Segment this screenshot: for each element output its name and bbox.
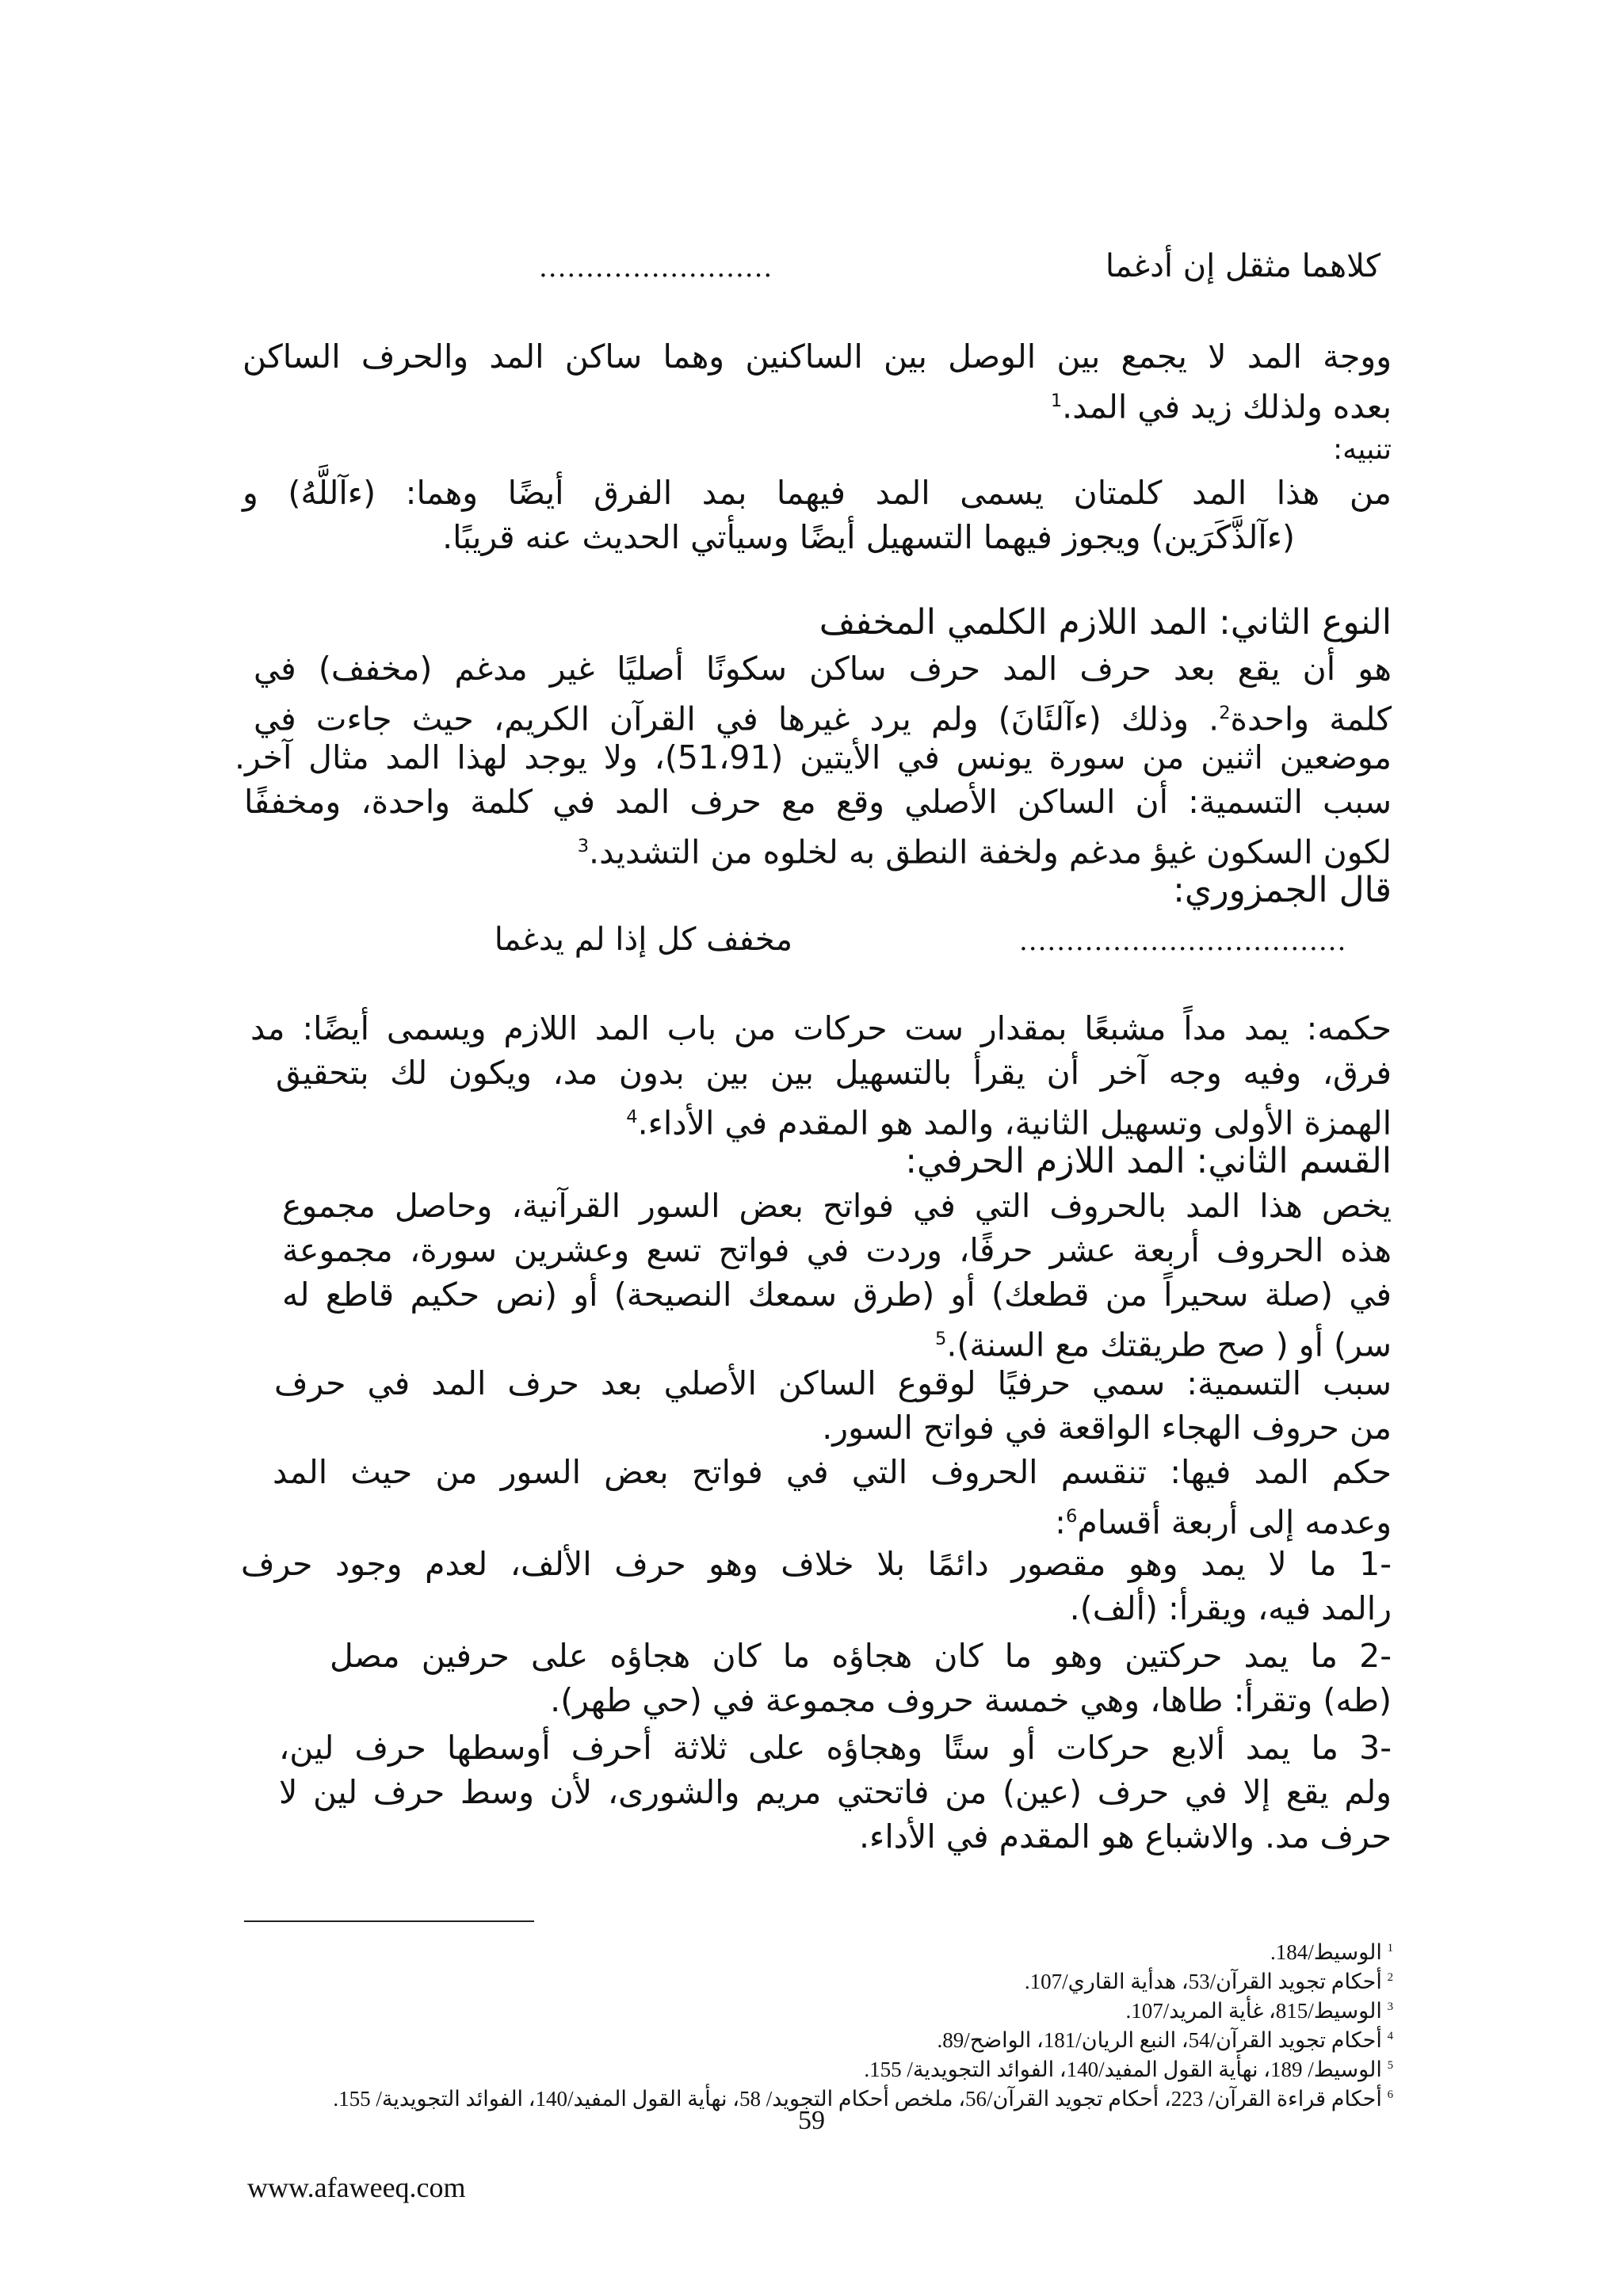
hukm-madd-line2: وعدمه إلى أربعة أقسام$^6$: <box>1055 1503 1392 1542</box>
item3-line2: ولم يقع إلا في حرف (عين) من فاتحتي مريم والشورى، لأن وسط حرف لين لا <box>279 1773 1392 1811</box>
footnote-6: $^6$ أحكام قراءة القرآن/ 223، أحكام تجويد القرآن/56، ملخص أحكام التجويد/ 58، نهأية القول المفيد/140، الفوائد التجويدية/ 155. <box>333 2087 1393 2111</box>
footnote-separator <box>244 1920 534 1922</box>
type2-line2: كلمة واحدة$^2$. وذلك (ءآلئَانَ) ولم يرد غيرها في القرآن الكريم، حيث جاءت في <box>254 700 1392 738</box>
type2-line3: موضعين اثنين من سورة يونس في الأيتين (51،91)، ولا يوجد لهذا المد مثال آخر. <box>235 738 1392 776</box>
part2-line4: سر) أو ( صح طريقتك مع السنة).$^5$ <box>935 1325 1392 1364</box>
note-heading: تنبيه: <box>1332 433 1392 466</box>
sabab-line2: من حروف الهجاء الواقعة في فواتح السور. <box>822 1409 1392 1447</box>
item1-line1: -1 ما لا يمد وهو مقصور دائمًا بلا خلاف وهو حرف الألف، لعدم وجود حرف <box>241 1545 1392 1583</box>
footnote-3: $^3$ الوسيط/815، غأية المريد/107. <box>1125 1999 1393 2023</box>
hukm-line3: الهمزة الأولى وتسهيل الثانية، والمد هو المقدم في الأداء.$^4$ <box>626 1104 1392 1142</box>
type2-line1: هو أن يقع بعد حرف المد حرف ساكن سكونًا أصليًا غير مدغم (مخفف) في <box>254 650 1392 688</box>
type2-line4: سبب التسمية: أن الساكن الأصلي وقع مع حرف المد في كلمة واحدة، ومخففًا <box>244 783 1392 821</box>
sabab-line1: سبب التسمية: سمي حرفيًا لوقوع الساكن الأصلي بعد حرف المد في حرف <box>274 1364 1392 1402</box>
note-line1: من هذا المد كلمتان يسمى المد فيهما بمد الفرق أيضًا وهما: (ءآللَّهُ) و <box>242 474 1392 512</box>
item3-line1: -3 ما يمد ألابع حركات أو ستًا وهجاؤه على ثلاثة أحرف أوسطها حرف لين، <box>279 1729 1392 1767</box>
hukm-line2: فرق، وفيه وجه آخر أن يقرأ بالتسهيل بين بين بدون مد، ويكون لك بتحقيق <box>276 1054 1392 1092</box>
part2-line2: هذه الحروف أربعة عشر حرفًا، وردت في فواتح تسع وعشرين سورة، مجموعة <box>282 1231 1392 1269</box>
para1-line2: بعده ولذلك زيد في المد.$^1$ <box>1050 387 1392 426</box>
poem-hemistich-2: مخفف كل إذا لم يدغما <box>494 921 792 958</box>
page-number: 59 <box>798 2106 825 2135</box>
footnote-ref-1: 1 <box>1050 391 1063 411</box>
hukm-madd-line1: حكم المد فيها: تنقسم الحروف التي في فواتح بعض السور من حيث المد <box>273 1453 1392 1491</box>
part2-line1: يخص هذا المد بالحروف التي في فواتح بعض السور القرآنية، وحاصل مجموع <box>282 1187 1392 1225</box>
section-heading-part2: القسم الثاني: المد اللازم الحرفي: <box>905 1141 1392 1181</box>
footnote-2: $^2$ أحكام تجويد القرآن/53، هدأية القاري/107. <box>1024 1970 1393 1993</box>
poem-dots-1: ......................... <box>539 252 773 284</box>
item2-line2: (طه) وتقرأ: طاها، وهي خمسة حروف مجموعة في (حي طهر). <box>550 1681 1392 1719</box>
item2-line1: -2 ما يمد حركتين وهو ما كان هجاؤه ما كان هجاؤه على حرفين مصل <box>330 1637 1392 1675</box>
note-line2: (ءآلذَّكَرَين) ويجوز فيهما التسهيل أيضًا وسيأتي الحديث عنه قريبًا. <box>442 518 1295 556</box>
footnote-ref-2: 2 <box>1219 703 1231 723</box>
footnote-4: $^4$ أحكام تجويد القرآن/54، النبع الريان/181، الواضح/89. <box>937 2028 1393 2052</box>
part2-line3: في (صلة سحيراً من قطعك) أو (طرق سمعك النصيحة) أو (نص حكيم قاطع له <box>282 1276 1392 1314</box>
footnote-ref-3: 3 <box>577 836 590 856</box>
footnote-ref-4: 4 <box>626 1107 638 1127</box>
qal-heading: قال الجمزوري: <box>1173 870 1392 910</box>
poem-dots-2: ................................... <box>1019 925 1347 957</box>
hukm-line1: حكمه: يمد مداً مشبعًا بمقدار ست حركات من باب المد اللازم ويسمى أيضًا: مد <box>250 1009 1392 1047</box>
section-heading-type2: النوع الثاني: المد اللازم الكلمي المخفف <box>819 602 1392 643</box>
para1-line1: ووجة المد لا يجمع بين الوصل بين الساكنين وهما ساكن المد والحرف الساكن <box>242 338 1392 376</box>
poem-hemistich-1: كلاهما مثقل إن أدغما <box>1105 248 1381 284</box>
footnote-ref-6: 6 <box>1065 1506 1078 1527</box>
website-footer: www.afaweeq.com <box>247 2172 466 2203</box>
type2-line5: لكون السكون غيؤ مدغم ولخفة النطق به لخلوه من التشديد.$^3$ <box>577 833 1392 871</box>
footnote-ref-5: 5 <box>935 1329 947 1349</box>
item3-line3: حرف مد. والاشباع هو المقدم في الأداء. <box>859 1817 1392 1855</box>
footnote-1: $^1$ الوسيط/184. <box>1270 1940 1393 1964</box>
footnote-5: $^5$ الوسيط/ 189، نهأية القول المفيد/140، الفوائد التجويدية/ 155. <box>864 2058 1393 2081</box>
item1-line2: رالمد فيه، ويقرأ: (ألف). <box>1069 1589 1392 1627</box>
